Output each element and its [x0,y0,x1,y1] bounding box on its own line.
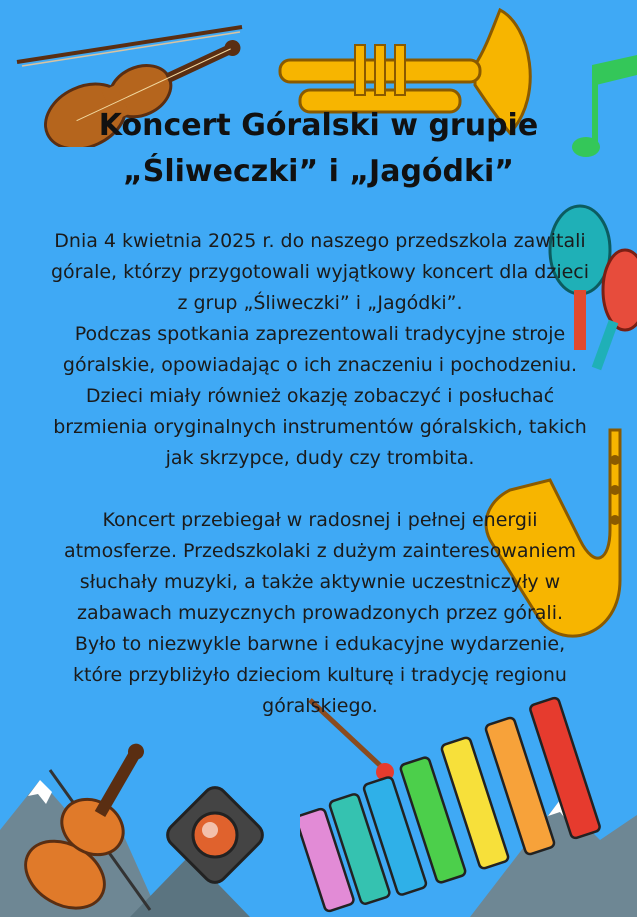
paragraph-line: Dnia 4 kwietnia 2025 r. do naszego przedszkola zawitali [54,230,586,252]
xylophone-icon [300,690,637,917]
body-text [20,226,620,722]
paragraph-line: Było to niezwykle barwne i edukacyjne wydarzenie, [74,633,566,655]
paragraph-line: góralskiego. [262,695,378,717]
paragraph-line: jak skrzypce, dudy czy trombita. [165,447,475,469]
violin-bottom-icon [10,730,160,917]
paragraph-line: które przybliżyło dzieciom kulturę i tradycję regionu [73,664,567,686]
paragraph-line: słuchały muzyki, a także aktywnie uczestniczyły w [79,571,561,593]
speaker-icon [160,780,270,890]
title-line-2: „Śliweczki” i „Jagódki” [123,154,514,189]
paragraph-line: Koncert przebiegał w radosnej i pełnej energii [102,509,538,531]
page-title [0,103,637,195]
title-line-1: Koncert Góralski w grupie [98,108,539,143]
paragraph-line: Podczas spotkania zaprezentowali tradycyjne stroje [74,323,566,345]
paragraph-gap [20,474,620,505]
paragraph-line: brzmienia oryginalnych instrumentów góralskich, takich [53,416,587,438]
paragraph-line: Dzieci miały również okazję zobaczyć i posłuchać [85,385,555,407]
paragraph-line: góralskie, opowiadając o ich znaczeniu i pochodzeniu. [62,354,578,376]
paragraph-line: z grup „Śliweczki” i „Jagódki”. [177,292,463,314]
paragraph-line: atmosferze. Przedszkolaki z dużym zainteresowaniem [63,540,577,562]
paragraph-line: zabawach muzycznych prowadzonych przez górali. [76,602,564,624]
paragraph-line: górale, którzy przygotowali wyjątkowy koncert dla dzieci [50,261,590,283]
